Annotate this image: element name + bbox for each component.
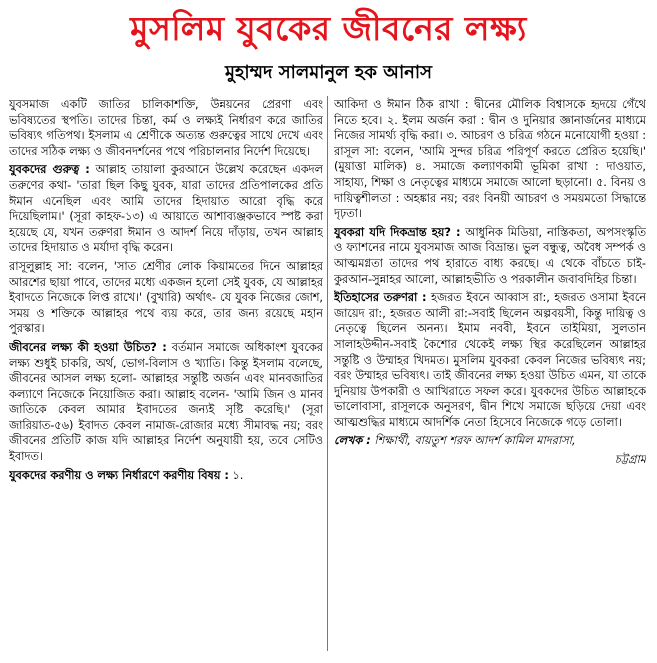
writer-place: চট্টগ্রাম bbox=[614, 453, 646, 467]
section-text: বর্তমান সমাজে অধিকাংশ যুবকের লক্ষ্য শুধুই চাকরি, অর্থ, ভোগ-বিলাস ও খ্যাতি। কিন্তু ইসলাম বলেছে, জীবনের আসল লক্ষ্য হলো- আল্লাহর সন্তুষ্টি অর্জন এবং মানবজাতির কল্যাণে নিজেকে নিয়োজিত করা। আল্লাহ বলেন- 'আমি জিন ও মানব জাতিকে কেবল আমার ইবাদতের জন্যই সৃষ্টি করেছি।' (সূরা জারিয়াত-৫৬) ইবাদত কেবল নামাজ-রোজার মধ্যে সীমাবদ্ধ নয়; বরং জীবনের প্রতিটি কাজ যদি আল্লাহর নির্দেশ অনুযায়ী হয়, তবে সেটিও ইবাদত। bbox=[9, 340, 323, 464]
section-misguided bbox=[334, 225, 646, 287]
section-heading: যুবকরা যদি দিকভ্রান্ত হয়? : bbox=[334, 225, 461, 239]
section-text: আল্লাহ তায়ালা কুরআনে উল্লেখ করেছেন একদল তরুণের কথা- 'তারা ছিল কিছু যুবক, যারা তাদের প্রতিপালকের প্রতি ঈমান এনেছিল এবং আমি তাদের হিদায়াত আরো বৃদ্ধি করে দিয়েছিলাম।' (সূরা কাহফ-১৩) এ আয়াতে আশাব্যঞ্জকভাবে স্পষ্ট করা হয়েছে যে, যখন তরুণরা ঈমান ও আদর্শ নিয়ে দাঁড়ায়, তখন আল্লাহ তাদের হিদায়াত ও মর্যাদা বৃদ্ধি করেন। bbox=[9, 163, 323, 255]
section-heading: যুবকদের গুরুত্ব : bbox=[9, 163, 90, 177]
writer-affiliation: শিক্ষার্থী, বায়তুশ শরফ আদর্শ কামিল মাদরাসা, bbox=[370, 434, 576, 448]
section-life-goal bbox=[9, 340, 323, 465]
writer-label: লেখক : bbox=[334, 434, 371, 448]
section-duties bbox=[9, 468, 323, 484]
writer-note bbox=[334, 433, 646, 449]
hadith-paragraph: রাসূলুল্লাহ সা: বলেন, 'সাত শ্রেণীর লোক কিয়ামতের দিনে আল্লাহর আরশের ছায়া পাবে, তাদের মধ্যে একজন হলো সেই যুবক, যে আল্লাহর ইবাদতে নিজেকে লিপ্ত রাখে।' (বুখারি) অর্থাৎ- যে যুবক নিজের জোশ, সময় ও শক্তিকে আল্লাহর পথে ব্যয় করে, তার জন্য রয়েছে মহান পুরস্কার। bbox=[9, 259, 323, 336]
section-text: ১. bbox=[228, 468, 244, 482]
section-text: হজরত ইবনে আব্বাস রা:, হজরত ওসামা ইবনে জায়েদ রা:, হজরত আলী রা:-সবাই ছিলেন অল্পবয়সী, কিন্তু দায়িত্ব ও নেতৃত্বে ছিলেন অনন্য। ইমাম নববী, ইবনে তাইমিয়া, সুলতান সালাহউদ্দীন-সবাই কৈশোর থেকেই লক্ষ্য স্থির করেছিলেন আল্লাহর সন্তুষ্টি ও উম্মাহর খিদমত। মুসলিম যুবকরা কেবল নিজের ভবিষ্যৎ নয়; বরং উম্মাহর ভবিষ্যৎ। তাই জীবনের লক্ষ্য হওয়া উচিত এমন, যা তাকে দুনিয়ায় উপকারী ও আখিরাতে সফল করে। যুবকদের উচিত আল্লাহকে ভালোবাসা, রাসূলকে অনুসরণ, দ্বীন শিখে সমাজে ছড়িয়ে দেয়া এবং আত্মশুদ্ধির মাধ্যমে আদর্শিক নেতা হিসেবে নিজেকে গড়ে তোলা। bbox=[334, 291, 646, 429]
section-heading: ইতিহাসের তরুণরা : bbox=[334, 291, 427, 305]
article-title: মুসলিম যুবকের জীবনের লক্ষ্য bbox=[130, 9, 527, 48]
left-column bbox=[9, 97, 323, 657]
section-heading: যুবকদের করণীয় ও লক্ষ্য নির্ধারণে করণীয় বিষয় : bbox=[9, 468, 229, 482]
right-column bbox=[334, 97, 646, 657]
section-heading: জীবনের লক্ষ্য কী হওয়া উচিত? : bbox=[9, 340, 167, 354]
duties-continued: আকিদা ও ঈমান ঠিক রাখা : দ্বীনের মৌলিক বিশ্বাসকে হৃদয়ে গেঁথে নিতে হবে। ২. ইলম অর্জন করা : দ্বীন ও দুনিয়ার জ্ঞানার্জনের মাধ্যমে নিজের সামর্থ্য বৃদ্ধি করা। ৩. আচরণ ও চরিত্র গঠনে মনোযোগী হওয়া : রাসূল সা: বলেন, 'আমি সুন্দর চরিত্র পরিপূর্ণ করতে প্রেরিত হয়েছি।' (মুয়াত্তা মালিক) ৪. সমাজে কল্যাণকামী ভূমিকা রাখা : দাওয়াত, সাহায্য, শিক্ষা ও নেতৃত্বের মাধ্যমে সমাজে আলো ছড়ানো। ৫. বিনয় ও দায়িত্বশীলতা : অহঙ্কার নয়; বরং বিনয়ী আচরণ ও সময়মতো সিদ্ধান্তে দৃঢ়তা। bbox=[334, 98, 646, 221]
column-divider bbox=[327, 96, 328, 651]
intro-paragraph: যুবসমাজ একটি জাতির চালিকাশক্তি, উন্নয়নের প্রেরণা এবং ভবিষ্যতের স্থপতি। তাদের চিন্তা, কর্ম ও লক্ষ্যই নির্ধারণ করে জাতির ভবিষ্যৎ গতিপথ। ইসলাম এ শ্রেণীকে অত্যন্ত গুরুত্বের সাথে দেখে এবং তাদের সঠিক লক্ষ্য ও জীবনদর্শনের পথে পরিচালনার নির্দেশ দিয়েছে। bbox=[9, 98, 323, 158]
section-importance bbox=[9, 162, 323, 256]
author-name: মুহাম্মদ সালমানুল হক আনাস bbox=[224, 62, 433, 83]
section-text: আধুনিক মিডিয়া, নাস্তিকতা, অপসংস্কৃতি ও ফ্যাশনের নামে যুবসমাজ আজ বিভ্রান্ত। ভুল বন্ধুত্ব, অবৈধ সম্পর্ক ও আত্মমগ্নতা তাদের পথ হারাতে বাধ্য করছে। এ থেকে বাঁচতে চাই- কুরআন-সুন্নাহর আলো, আল্লাহভীতি ও পরকালীন জবাবদিহির চিন্তা। bbox=[334, 225, 646, 286]
section-history bbox=[334, 290, 646, 430]
